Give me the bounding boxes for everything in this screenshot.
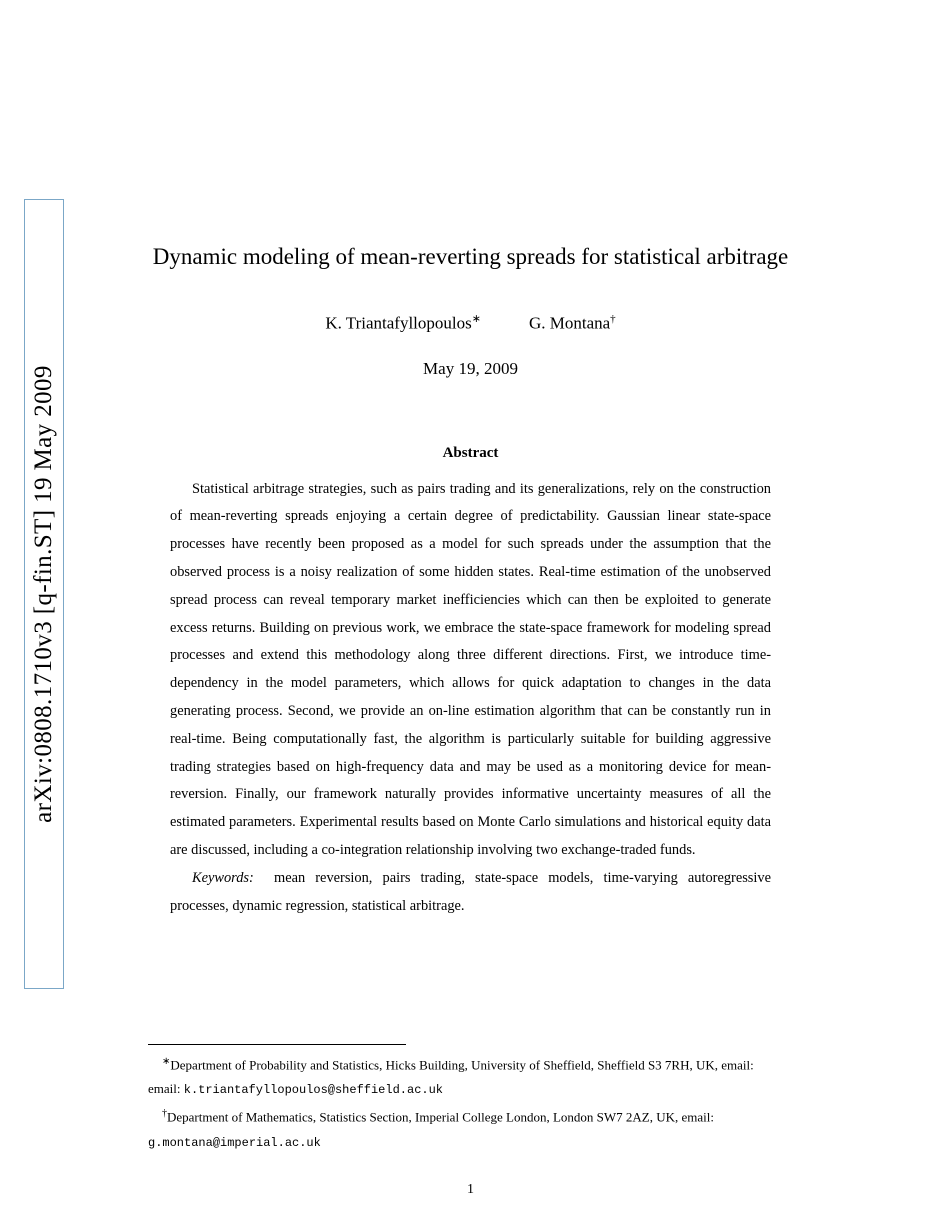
author-name-2: G. Montana [528, 313, 611, 333]
abstract-section [148, 476, 793, 921]
arxiv-identifier-stamp: arXiv:0808.1710v3 [q-fin.ST] 19 May 2009 [24, 199, 64, 989]
abstract-heading: Abstract [442, 444, 499, 461]
paper-page [148, 0, 793, 1232]
footnote-mark-2: † [162, 1108, 167, 1120]
footnote-text-2: Department of Mathematics, Statistics Section, Imperial College London, London SW7 2AZ, UK, email: [167, 1109, 714, 1125]
footnote-1 [148, 1050, 793, 1077]
author-footnote-mark-2: † [610, 313, 616, 325]
footnote-email-1: email: k.triantafyllopoulos@sheffield.ac.uk [148, 1081, 443, 1098]
page-title: Dynamic modeling of mean-reverting spreads for statistical arbitrage [152, 244, 789, 269]
footnote-2 [148, 1102, 793, 1129]
footnote-email-2 [148, 1130, 793, 1155]
author-list [148, 312, 793, 334]
publication-date: May 19, 2009 [423, 358, 518, 378]
keywords-text: mean reversion, pairs trading, state-space models, time-varying autoregressive processes, dynamic regression, statistical arbitrage. [170, 869, 771, 914]
author-footnote-mark-1: ∗ [471, 313, 481, 325]
footnote-text-1: Department of Probability and Statistics, Hicks Building, University of Sheffield, Sheffield S3 7RH, UK, email: [170, 1057, 754, 1073]
abstract-text: Statistical arbitrage strategies, such as pairs trading and its generalizations, rely on the construction of mean-reverting spreads enjoying a certain degree of predictability. Gaussian linear state-space processes have recently been proposed as a model for such spreads under the assumption that the observed process is a noisy realization of some hidden states. Real-time estimation of the unobserved spread process can reveal temporary market inefficiencies which can then be exploited to generate excess returns. Building on previous work, we embrace the state-space framework for modeling spread processes and extend this methodology along three different directions. First, we introduce time-dependency in the model parameters, which allows for quick adaptation to changes in the data generating process. Second, we provide an on-line estimation algorithm that can be constantly run in real-time. Being computationally fast, the algorithm is particularly suitable for building aggressive trading strategies based on high-frequency data and may be used as a monitoring device for mean-reversion. Finally, our framework naturally provides informative uncertainty measures of all the estimated parameters. Experimental results based on Monte Carlo simulations and historical equity data are discussed, including a co-integration relationship involving two exchange-traded funds. [170, 480, 771, 859]
keywords-label: Keywords: [192, 869, 254, 886]
footnote-email-address-1: k.triantafyllopoulos@sheffield.ac.uk [183, 1083, 443, 1098]
footnote-separator [148, 1044, 406, 1045]
footnotes-section [148, 1050, 793, 1155]
footnote-mark-1: ∗ [162, 1056, 171, 1067]
author-name-1: K. Triantafyllopoulos [325, 313, 472, 333]
keywords-line [170, 865, 771, 921]
page-number: 1 [467, 1182, 474, 1197]
footnote-email-address-2: g.montana@imperial.ac.uk [148, 1135, 321, 1150]
